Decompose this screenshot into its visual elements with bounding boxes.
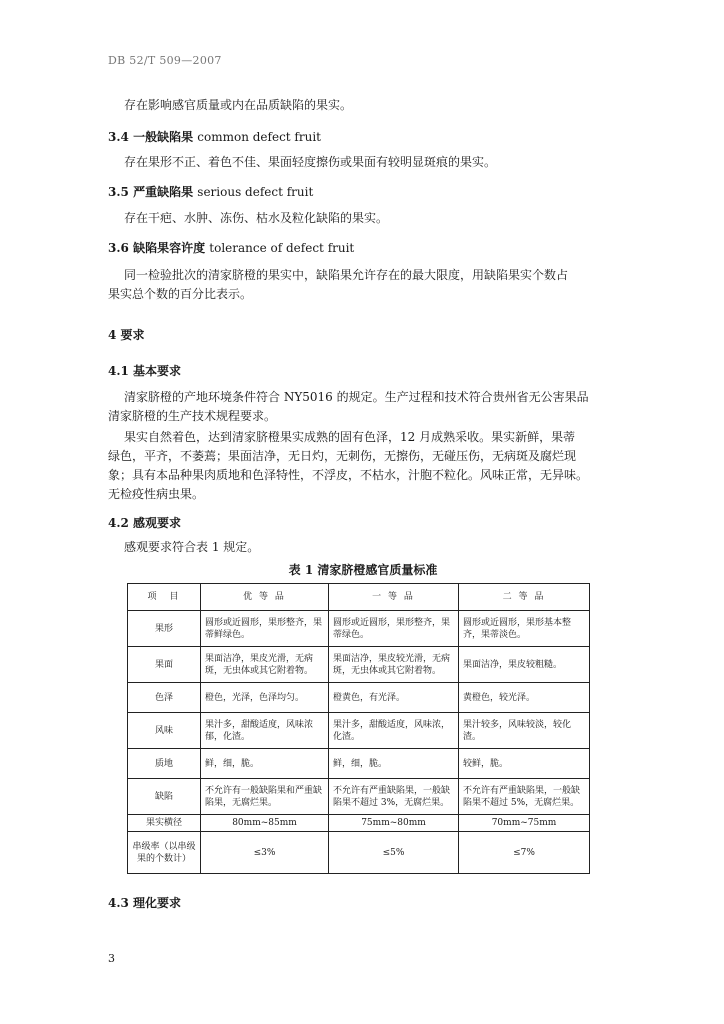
table-cell: 较鲜，脆。 [459,749,590,779]
section-3-5-body: 存在干疤、水肿、冻伤、枯水及粒化缺陷的果实。 [124,211,389,225]
table-cell: 不允许有严重缺陷果，一般缺陷果不超过 3%，无腐烂果。 [329,779,459,815]
table-row [128,683,590,713]
section-3-6-title-cn: 缺陷果容许度 [133,241,206,255]
table-header-row [128,584,590,611]
table-cell: ≤3% [201,832,329,874]
section-4-heading: 4 要求 [108,328,145,342]
section-3-6-body-line: 果实总个数的百分比表示。 [108,287,253,301]
table-1-caption: 表 1 清家脐橙感官质量标准 [288,563,438,577]
table-row [128,647,590,683]
section-4-2-heading: 4.2 感观要求 [108,516,182,530]
table-cell: ≤5% [329,832,459,874]
table-row [128,815,590,832]
table-row [128,611,590,647]
section-4-1-p1-line: 清家脐橙的生产技术规程要求。 [108,409,277,423]
table-cell-item: 色泽 [128,683,201,713]
document-header: DB 52/T 509—2007 [108,54,222,67]
table-cell: 橙黄色，有光泽。 [329,683,459,713]
table-cell: 圆形或近圆形，果形基本整齐，果蒂淡色。 [459,611,590,647]
table-cell-item: 果面 [128,647,201,683]
table-row [128,713,590,749]
table-cell-item: 缺陷 [128,779,201,815]
section-3-4-title-cn: 一般缺陷果 [133,130,194,144]
table-cell: 不允许有一般缺陷果和严重缺陷果，无腐烂果。 [201,779,329,815]
section-4-1-p2-line: 无检疫性病虫果。 [108,487,205,501]
table-cell: 黄橙色，较光泽。 [459,683,590,713]
section-4-1-p1-line: 清家脐橙的产地环境条件符合 NY5016 的规定。生产过程和技术符合贵州省无公害果品 [124,390,589,404]
section-4-1-heading: 4.1 基本要求 [108,364,182,378]
table-cell-item: 串级率（以串级果的个数计） [128,832,201,874]
table-cell: 果面洁净，果皮较粗糙。 [459,647,590,683]
table-1-sensory-quality [127,583,590,874]
section-4-1-p2-line: 果实自然着色，达到清家脐橙果实成熟的固有色泽，12 月成熟采收。果实新鲜，果蒂 [124,430,576,444]
table-row [128,779,590,815]
table-cell: 70mm~75mm [459,815,590,832]
table-cell: 果面洁净，果皮光滑，无病斑，无虫体或其它附着物。 [201,647,329,683]
table-cell: 果汁多，甜酸适度，风味浓，化渣。 [329,713,459,749]
section-4-2-intro: 感观要求符合表 1 规定。 [124,540,260,554]
table-header-second-grade: 二 等 品 [459,584,590,611]
table-cell-item: 果形 [128,611,201,647]
section-3-5-heading [108,183,313,200]
paragraph-prev-definition: 存在影响感官质量或内在品质缺陷的果实。 [124,98,353,112]
section-3-4-body: 存在果形不正、着色不佳、果面轻度擦伤或果面有较明显斑痕的果实。 [124,155,497,169]
table-cell-item: 风味 [128,713,201,749]
table-cell: 圆形或近圆形，果形整齐，果蒂绿色。 [329,611,459,647]
table-row [128,832,590,874]
section-3-5-title-en: serious defect fruit [197,185,314,199]
table-header-item: 项 目 [128,584,201,611]
section-3-4-heading [108,128,321,145]
section-3-6-title-en: tolerance of defect fruit [209,241,355,255]
table-cell: 果汁较多，风味较淡，较化渣。 [459,713,590,749]
table-cell: 果汁多，甜酸适度，风味浓郁，化渣。 [201,713,329,749]
table-cell: 橙色，光泽，色泽均匀。 [201,683,329,713]
section-3-5-number: 3.5 [108,185,129,199]
section-3-4-title-en: common defect fruit [197,130,322,144]
section-4-1-paragraph-1 [108,388,618,426]
section-4-1-paragraph-2 [108,428,618,504]
table-cell-item: 质地 [128,749,201,779]
section-4-1-p2-line: 绿色，平齐，不萎蔫；果面洁净，无日灼，无刺伤，无擦伤，无碰压伤，无病斑及腐烂现 [108,449,577,463]
table-cell-item: 果实横径 [128,815,201,832]
section-4-3-heading: 4.3 理化要求 [108,896,182,910]
section-3-6-number: 3.6 [108,241,129,255]
table-cell: 鲜，细，脆。 [201,749,329,779]
table-cell: 不允许有严重缺陷果，一般缺陷果不超过 5%，无腐烂果。 [459,779,590,815]
table-cell: ≤7% [459,832,590,874]
table-row [128,749,590,779]
section-3-5-title-cn: 严重缺陷果 [133,185,194,199]
section-3-6-body-line: 同一检验批次的清家脐橙的果实中，缺陷果允许存在的最大限度，用缺陷果实个数占 [124,268,569,282]
table-cell: 圆形或近圆形，果形整齐，果蒂鲜绿色。 [201,611,329,647]
table-cell: 鲜，细，脆。 [329,749,459,779]
section-3-4-number: 3.4 [108,130,129,144]
section-4-1-p2-line: 象；具有本品种果肉质地和色泽特性，不浮皮，不枯水，汁胞不粒化。风味正常，无异味。 [108,468,589,482]
table-header-first-grade: 一 等 品 [329,584,459,611]
page-number: 3 [108,952,115,965]
section-3-6-body [108,266,618,304]
table-header-premium: 优 等 品 [201,584,329,611]
table-cell: 75mm~80mm [329,815,459,832]
section-3-6-heading [108,239,354,256]
table-cell: 80mm~85mm [201,815,329,832]
table-cell: 果面洁净，果皮较光滑，无病斑，无虫体或其它附着物。 [329,647,459,683]
